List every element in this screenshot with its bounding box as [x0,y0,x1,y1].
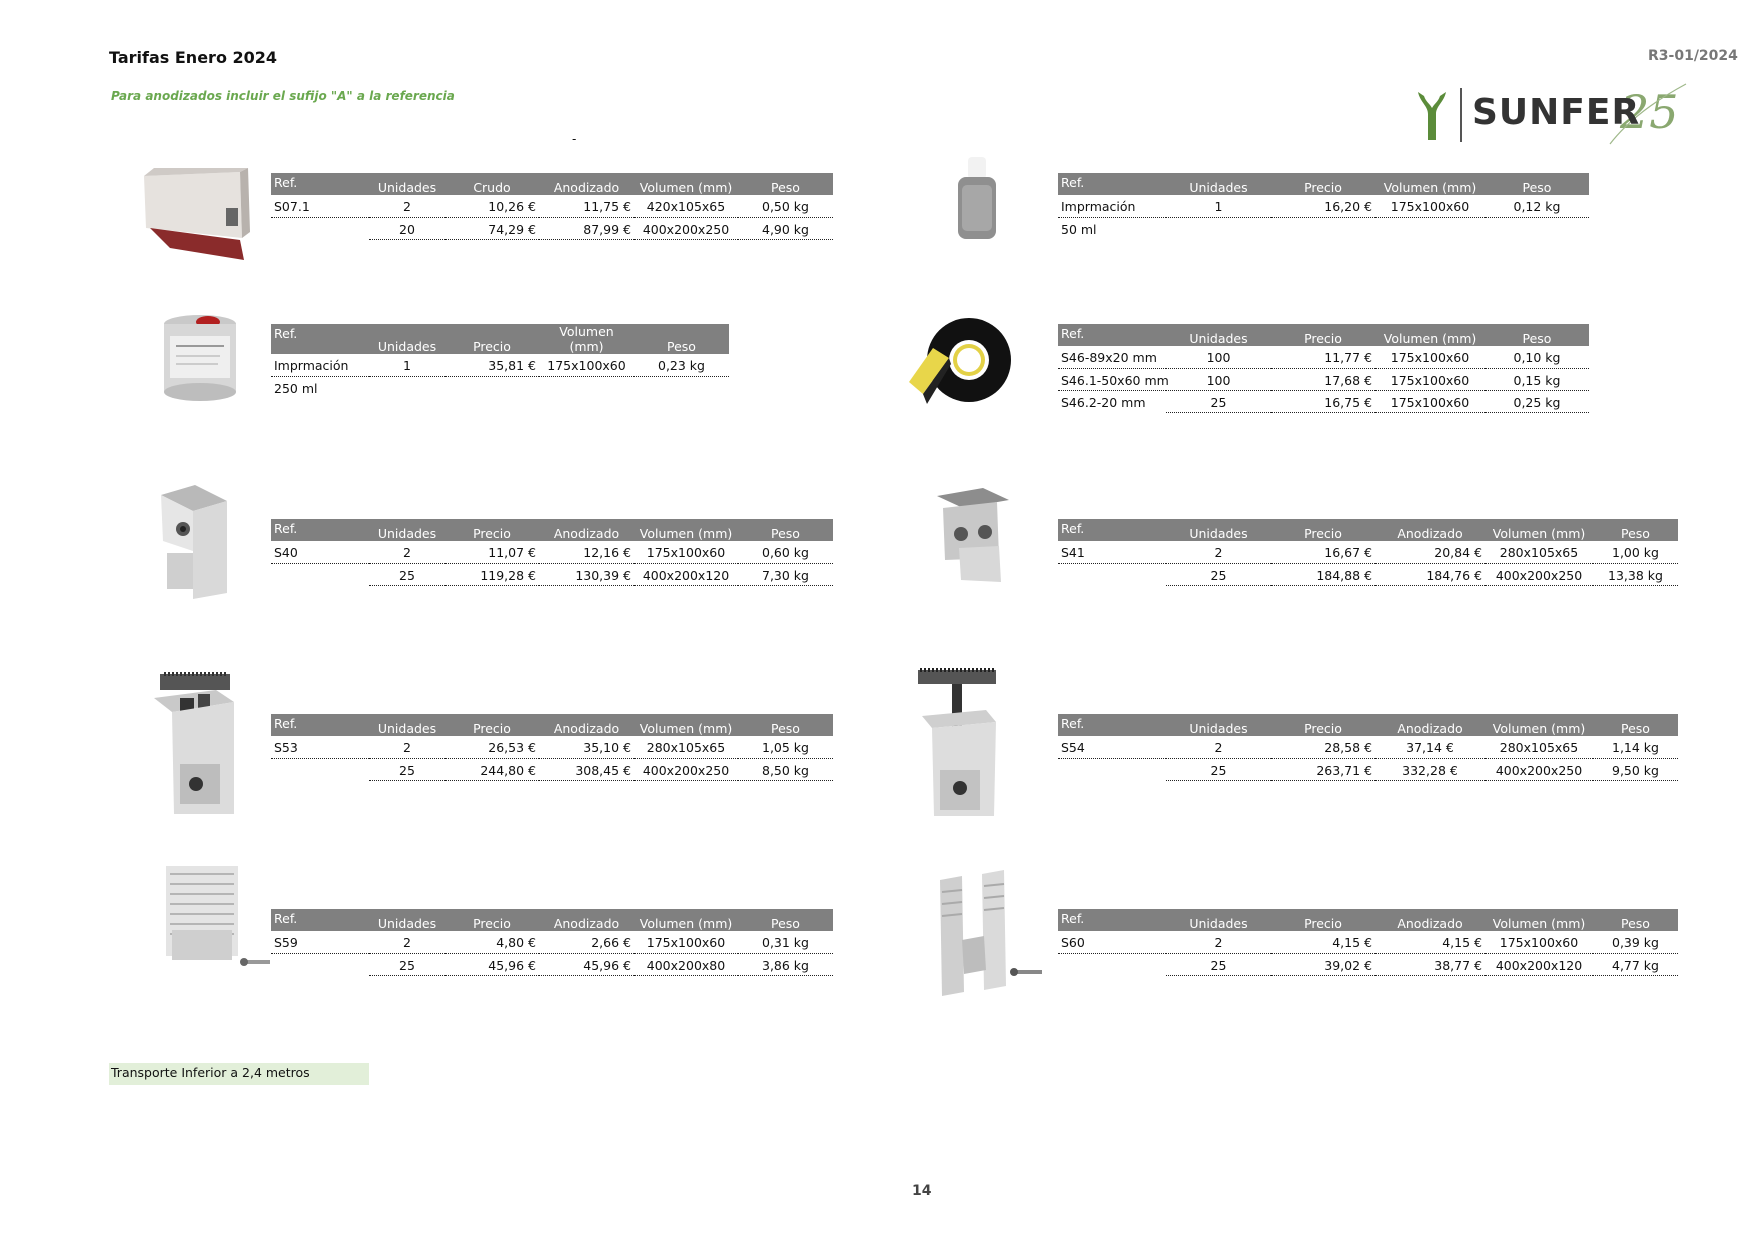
weight-cell: 0,23 kg [634,354,729,376]
svg-text:25: 25 [1620,85,1679,139]
anodized-price-cell: 12,16 € [539,541,634,563]
col-ref: Ref. [1058,324,1166,346]
col-ref: Ref. [271,173,369,195]
table-row [1058,931,1678,953]
price-cell: 39,02 € [1271,953,1375,975]
end-clamp-image [155,483,235,599]
col-ref: Ref. [1058,519,1166,541]
price-cell: 4,15 € [1271,931,1375,953]
volume-cell: 175x100x60 [1375,195,1485,217]
page-number: 14 [912,1183,932,1199]
ref-cell [271,563,369,585]
col-anodizado: Anodizado [1375,519,1485,541]
transport-note: Transporte Inferior a 2,4 metros [109,1063,369,1085]
unidades-cell: 2 [369,541,445,563]
unidades-cell: 100 [1166,368,1271,390]
ref-cell: S40 [271,541,369,563]
anodized-price-cell: 38,77 € [1375,953,1485,975]
volume-cell: 175x100x60 [539,354,634,376]
unidades-cell: 25 [369,758,445,780]
table-row [271,758,833,780]
table-row [271,736,833,758]
col-precio: Precio [1271,324,1375,346]
col-peso: Peso [738,173,833,195]
table-row [1058,758,1678,780]
volume-cell: 400x200x80 [634,953,738,975]
col-precio: Precio [445,909,539,931]
unidades-cell: 2 [1166,541,1271,563]
col-unidades: Unidades [1166,324,1271,346]
unidades-cell: 2 [369,736,445,758]
unidades-cell: 2 [369,195,445,217]
table-row [1058,390,1589,412]
anodized-price-cell: 20,84 € [1375,541,1485,563]
unidades-cell: 25 [1166,390,1271,412]
page-title: Tarifas Enero 2024 [109,48,278,67]
anodized-note: Para anodizados incluir el sufijo "A" a la referencia [111,89,455,103]
col-unidades: Unidades [369,714,445,736]
document-code: R3-01/2024 [1648,48,1738,64]
table-row [1058,736,1678,758]
table-row [271,563,833,585]
col-unidades: Unidades [369,909,445,931]
col-anodizado: Anodizado [539,714,634,736]
anodized-price-cell: 184,76 € [1375,563,1485,585]
ref-cell: S59 [271,931,369,953]
price-table-primer-250 [271,324,729,398]
col-unidades: Unidades [1166,714,1271,736]
price-cell: 17,68 € [1271,368,1375,390]
table-row [271,376,729,398]
weight-cell: 1,05 kg [738,736,833,758]
volume-cell: 400x200x250 [1485,758,1593,780]
volume-cell: 175x100x60 [1375,368,1485,390]
weight-cell: 0,15 kg [1485,368,1589,390]
weight-cell: 8,50 kg [738,758,833,780]
col-peso: Peso [1593,714,1678,736]
col-precio: Precio [1271,714,1375,736]
volume-cell: 280x105x65 [634,736,738,758]
price-cell: 11,07 € [445,541,539,563]
ref-cell: Imprmación [271,354,369,376]
ref-cell [1058,563,1166,585]
price-table-s59 [271,909,833,976]
col-anodizado: Anodizado [539,909,634,931]
ref-cell [271,758,369,780]
profile-joint-image [162,860,274,972]
anodized-price-cell: 45,96 € [539,953,634,975]
volume-cell: 280x105x65 [1485,541,1593,563]
table-row [1058,563,1678,585]
col-precio: Precio [445,519,539,541]
weight-cell: 13,38 kg [1593,563,1678,585]
unidades-cell: 1 [369,354,445,376]
price-table-s46 [1058,324,1589,413]
col-anodizado: Anodizado [1375,909,1485,931]
weight-cell: 3,86 kg [738,953,833,975]
ref-cell [1058,758,1166,780]
col-volumen: Volumen (mm) [1485,519,1593,541]
weight-cell: 1,14 kg [1593,736,1678,758]
price-table-s60 [1058,909,1678,976]
col-peso: Peso [738,909,833,931]
unidades-cell: 100 [1166,346,1271,368]
col-peso: Peso [634,324,729,354]
col-precio: Precio [1271,519,1375,541]
col-ref: Ref. [271,714,369,736]
table-row [1058,217,1589,239]
volume-cell: 175x100x60 [1375,346,1485,368]
volume-cell: 400x200x250 [634,758,738,780]
anodized-price-cell: 4,15 € [1375,931,1485,953]
adhesive-tape-roll-image [905,312,1015,412]
primer-can-image [160,312,242,404]
price-cell: 244,80 € [445,758,539,780]
col-precio: Precio [1271,909,1375,931]
col-peso: Peso [1485,173,1589,195]
col-ref: Ref. [271,909,369,931]
col-ref: Ref. [271,324,369,354]
weight-cell: 1,00 kg [1593,541,1678,563]
anodized-price-cell: 11,75 € [539,195,634,217]
table-row [1058,541,1678,563]
volume-cell: 175x100x60 [634,931,738,953]
col-anodizado: Anodizado [1375,714,1485,736]
anodized-price-cell: 87,99 € [539,217,634,239]
price-cell: 16,75 € [1271,390,1375,412]
price-table-s40 [271,519,833,586]
price-cell: 119,28 € [445,563,539,585]
anodized-price-cell: 308,45 € [539,758,634,780]
aluminium-profile-image [140,168,250,264]
price-cell: 263,71 € [1271,758,1375,780]
logo-wordmark: SUNFER [1472,92,1641,133]
col-volumen: Volumen (mm) [634,714,738,736]
unidades-cell: 25 [1166,953,1271,975]
volume-cell: 175x100x60 [1375,390,1485,412]
col-unidades: Unidades [1166,519,1271,541]
col-peso: Peso [738,519,833,541]
ref-cell: S60 [1058,931,1166,953]
volume-cell: 400x200x250 [634,217,738,239]
col-volumen: Volumen (mm) [539,324,634,354]
price-table-primer-50 [1058,173,1589,239]
volume-cell: 400x200x120 [1485,953,1593,975]
col-crudo: Crudo [445,173,539,195]
price-table-s41 [1058,519,1678,586]
col-volumen: Volumen (mm) [634,519,738,541]
weight-cell: 0,50 kg [738,195,833,217]
weight-cell: 0,12 kg [1485,195,1589,217]
table-row [271,195,833,217]
mid-clamp-kit-image [914,660,1002,820]
weight-cell: 4,77 kg [1593,953,1678,975]
col-peso: Peso [738,714,833,736]
weight-cell: 0,25 kg [1485,390,1589,412]
col-volumen: Volumen (mm) [634,173,738,195]
price-cell: 184,88 € [1271,563,1375,585]
volume-cell: 175x100x60 [1485,931,1593,953]
price-cell: 45,96 € [445,953,539,975]
volume-cell: 420x105x65 [634,195,738,217]
end-clamp-kit-image [150,668,240,820]
ref-cell [271,217,369,239]
profile-splice-image [938,870,1048,1000]
col-precio: Precio [445,714,539,736]
col-precio: Precio [1271,173,1375,195]
ref-cell: S53 [271,736,369,758]
ref-cell: Imprmación [1058,195,1166,217]
col-unidades: Unidades [1166,173,1271,195]
price-cell: 28,58 € [1271,736,1375,758]
unidades-cell: 2 [369,931,445,953]
col-peso: Peso [1485,324,1589,346]
col-volumen: Volumen (mm) [1375,173,1485,195]
col-volumen: Volumen (mm) [1375,324,1485,346]
price-cell: 10,26 € [445,195,539,217]
anodized-price-cell: 332,28 € [1375,758,1485,780]
table-row [271,931,833,953]
col-volumen: Volumen (mm) [634,909,738,931]
table-row [271,541,833,563]
price-cell: 16,20 € [1271,195,1375,217]
volume-cell: 280x105x65 [1485,736,1593,758]
ref-cell: 250 ml [274,380,318,396]
price-table-s53 [271,714,833,781]
weight-cell: 0,10 kg [1485,346,1589,368]
sunfer-logo [1410,78,1700,152]
col-ref: Ref. [1058,173,1166,195]
table-row [271,354,729,376]
ref-cell: S54 [1058,736,1166,758]
col-precio: Precio [445,324,539,354]
weight-cell: 0,60 kg [738,541,833,563]
unidades-cell: 25 [369,953,445,975]
price-table-s07 [271,173,833,240]
table-row [1058,368,1589,390]
table-row [271,953,833,975]
table-row [1058,953,1678,975]
col-unidades: Unidades [1166,909,1271,931]
col-volumen: Volumen (mm) [1485,909,1593,931]
price-cell: 4,80 € [445,931,539,953]
volume-cell: 175x100x60 [634,541,738,563]
ref-cell: S46.2-20 mm [1061,394,1146,410]
ref-cell: S41 [1058,541,1166,563]
weight-cell: 0,39 kg [1593,931,1678,953]
volume-cell: 400x200x250 [1485,563,1593,585]
unidades-cell: 25 [1166,758,1271,780]
price-cell: 26,53 € [445,736,539,758]
primer-bottle-image [952,155,1002,245]
col-anodizado: Anodizado [539,519,634,541]
col-unidades: Unidades [369,173,445,195]
ref-cell: S07.1 [271,195,369,217]
col-peso: Peso [1593,909,1678,931]
col-volumen: Volumen (mm) [1485,714,1593,736]
anodized-price-cell: 35,10 € [539,736,634,758]
col-anodizado: Anodizado [539,173,634,195]
unidades-cell: 25 [1166,563,1271,585]
anodized-price-cell: 130,39 € [539,563,634,585]
table-row [271,217,833,239]
mid-clamp-image [935,488,1011,584]
price-cell: 35,81 € [445,354,539,376]
anodized-price-cell: 37,14 € [1375,736,1485,758]
ref-cell: S46-89x20 mm [1058,346,1166,368]
ref-cell: 50 ml [1061,221,1097,237]
ref-cell [271,953,369,975]
col-ref: Ref. [1058,909,1166,931]
col-peso: Peso [1593,519,1678,541]
price-cell: 16,67 € [1271,541,1375,563]
unidades-cell: 25 [369,563,445,585]
table-row [1058,346,1589,368]
table-row [1058,195,1589,217]
col-ref: Ref. [1058,714,1166,736]
dash-mark: - [572,132,577,146]
unidades-cell: 20 [369,217,445,239]
volume-cell: 400x200x120 [634,563,738,585]
weight-cell: 7,30 kg [738,563,833,585]
anodized-price-cell: 2,66 € [539,931,634,953]
col-unidades: Unidades [369,324,445,354]
weight-cell: 9,50 kg [1593,758,1678,780]
unidades-cell: 2 [1166,736,1271,758]
price-cell: 11,77 € [1271,346,1375,368]
col-ref: Ref. [271,519,369,541]
ref-cell [1058,953,1166,975]
weight-cell: 0,31 kg [738,931,833,953]
price-cell: 74,29 € [445,217,539,239]
weight-cell: 4,90 kg [738,217,833,239]
col-unidades: Unidades [369,519,445,541]
ref-cell: S46.1-50x60 mm [1058,368,1166,390]
price-table-s54 [1058,714,1678,781]
unidades-cell: 2 [1166,931,1271,953]
unidades-cell: 1 [1166,195,1271,217]
